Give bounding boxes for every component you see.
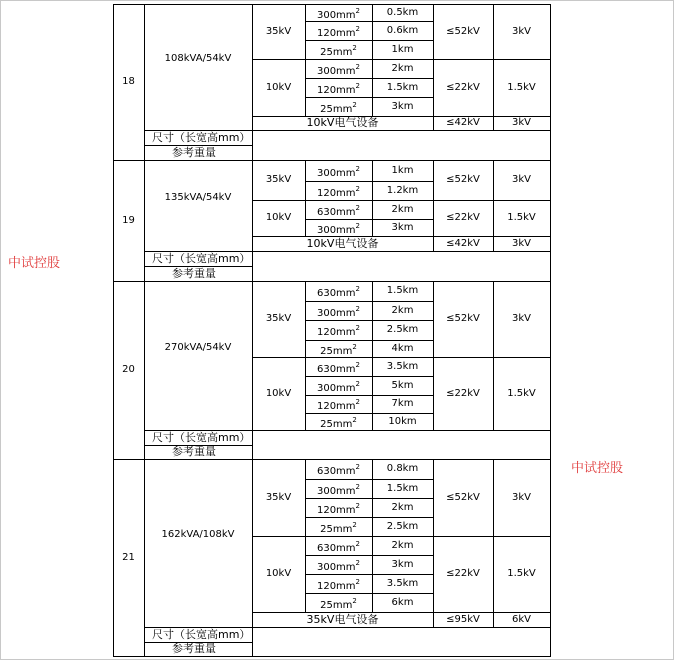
table-rule [550,612,551,628]
table-rule [305,219,434,220]
cable-length: 3km [391,559,414,570]
table-rule [305,479,434,480]
table-rule [305,498,434,499]
cable-section [305,324,372,339]
cable-section-value: 630mm [316,543,356,554]
table-rule [305,574,434,575]
table-rule [252,160,551,161]
cable-section [305,44,372,59]
cable-section [305,463,372,478]
table-rule [252,536,551,537]
cable-length: 0.6km [386,25,419,36]
table-rule [252,4,253,117]
cable-section [305,540,372,555]
cable-section [305,185,372,200]
cable-length: 2km [391,540,414,551]
test-voltage: ≤22kV [446,212,480,223]
table-rule [252,4,551,5]
cable-length: 2km [391,305,414,316]
pd-value: 1.5kV [507,82,536,93]
capacity-cell: 108kVA/54kV [164,53,232,64]
table-rule [252,612,551,613]
table-rule [550,251,551,267]
cable-section [305,82,372,97]
superscript-2: 2 [355,204,361,212]
size-label: 尺寸（长宽高mm） [152,131,251,144]
weight-label: 参考重量 [172,267,216,280]
table-rule [550,642,551,657]
cable-section-value: 300mm [316,168,356,179]
voltage-level: 35kV [265,174,292,185]
cable-length: 7km [391,398,414,409]
cable-section [305,285,372,300]
row-number: 19 [122,215,135,226]
equipment-test-voltage: ≤95kV [446,614,480,625]
cable-length: 1.5km [386,285,419,296]
table-rule [550,266,551,282]
table-rule [305,301,434,302]
weight-label: 参考重量 [172,146,216,159]
table-rule [305,340,434,341]
superscript-2: 2 [355,285,361,293]
row-number: 20 [122,364,135,375]
superscript-2: 2 [355,82,361,90]
cable-section [305,578,372,593]
cable-length: 2km [391,204,414,215]
cable-section [305,101,372,116]
test-voltage: ≤52kV [446,313,480,324]
table-rule [305,78,434,79]
voltage-level: 35kV [265,26,292,37]
cable-section [305,25,372,40]
table-rule [550,445,551,460]
equipment-label: 10kV电气设备 [306,116,379,129]
superscript-2: 2 [355,63,361,71]
superscript-2: 2 [355,222,361,230]
cable-section [305,165,372,180]
superscript-2: 2 [355,398,361,406]
cable-section [305,398,372,413]
table-rule [305,97,434,98]
cable-length: 3km [391,222,414,233]
cable-section-value: 300mm [316,66,356,77]
test-voltage: ≤22kV [446,388,480,399]
table-rule [252,160,253,237]
table-rule [550,430,551,446]
row-number: 21 [122,552,135,563]
cable-length: 6km [391,597,414,608]
equipment-pd: 3kV [512,238,531,249]
cable-section-value: 120mm [316,505,356,516]
table-rule [252,430,551,431]
cable-section-value: 630mm [316,466,356,477]
table-rule [550,145,551,161]
cable-section-value: 25mm [320,600,353,611]
size-label: 尺寸（长宽高mm） [152,252,251,265]
cable-section-value: 25mm [320,524,353,535]
equipment-test-voltage: ≤42kV [446,238,480,249]
cable-section-value: 25mm [320,346,353,357]
cable-section-value: 120mm [316,28,356,39]
table-rule [252,459,551,460]
cable-length: 3km [391,101,414,112]
cable-section-value: 120mm [316,188,356,199]
cable-section-value: 300mm [316,10,356,21]
cable-section [305,222,372,237]
pd-value: 1.5kV [507,388,536,399]
table-rule [550,236,551,252]
superscript-2: 2 [355,165,361,173]
table-rule [550,116,551,131]
table-rule [550,130,551,146]
table-rule [252,200,551,201]
table-rule [550,4,551,117]
table-rule [305,413,434,414]
superscript-2: 2 [355,559,361,567]
superscript-2: 2 [352,343,357,351]
voltage-level: 35kV [265,492,292,503]
cable-length: 3.5km [386,578,419,589]
cable-section-value: 630mm [316,288,356,299]
size-label: 尺寸（长宽高mm） [152,431,251,444]
test-voltage: ≤52kV [446,492,480,503]
table-rule [252,281,551,282]
superscript-2: 2 [355,25,361,33]
size-label: 尺寸（长宽高mm） [152,628,251,641]
cable-length: 10km [388,416,417,427]
pd-value: 3kV [512,313,531,324]
pd-value: 1.5kV [507,568,536,579]
superscript-2: 2 [355,502,361,510]
equipment-pd: 3kV [512,117,531,128]
cable-section-value: 120mm [316,581,356,592]
cable-length: 2.5km [386,521,419,532]
cable-section [305,305,372,320]
superscript-2: 2 [355,578,361,586]
cable-length: 1km [391,44,414,55]
equipment-pd: 6kV [512,614,531,625]
test-voltage: ≤22kV [446,568,480,579]
superscript-2: 2 [352,521,357,529]
table-rule [144,4,145,657]
cable-length: 3.5km [386,361,419,372]
voltage-level: 10kV [265,388,292,399]
weight-label: 参考重量 [172,445,216,458]
cable-section [305,361,372,376]
table-rule [550,281,551,431]
test-voltage: ≤22kV [446,82,480,93]
table-rule [252,236,551,237]
table-rule [252,357,551,358]
superscript-2: 2 [355,185,361,193]
equipment-label: 35kV电气设备 [306,613,379,626]
row-number: 18 [122,76,135,87]
cable-length: 0.8km [386,463,419,474]
cable-length: 0.5km [386,7,419,18]
table-rule [305,21,434,22]
table-rule [305,593,434,594]
cable-section-value: 120mm [316,85,356,96]
cable-length: 1.5km [386,483,419,494]
table-rule [252,251,551,252]
cable-section-value: 25mm [320,419,353,430]
table-rule [252,281,253,431]
cable-length: 1.5km [386,82,419,93]
pd-value: 3kV [512,174,531,185]
table-rule [305,395,434,396]
table-rule [550,627,551,643]
table-rule [305,40,434,41]
cable-section-value: 120mm [316,401,356,412]
cable-section [305,483,372,498]
superscript-2: 2 [355,483,361,491]
cable-section-value: 630mm [316,364,356,375]
cable-section [305,559,372,574]
capacity-cell: 135kVA/54kV [164,192,232,203]
table-rule [305,181,434,182]
table-rule [550,160,551,237]
cable-section [305,597,372,612]
cable-section [305,204,372,219]
cable-section-value: 300mm [316,562,356,573]
table-rule [252,59,551,60]
voltage-level: 35kV [265,313,292,324]
cable-section [305,380,372,395]
cable-section-value: 300mm [316,383,356,394]
superscript-2: 2 [355,380,361,388]
test-voltage: ≤52kV [446,174,480,185]
cable-section-value: 300mm [316,486,356,497]
pd-value: 3kV [512,26,531,37]
cable-length: 4km [391,343,414,354]
voltage-level: 10kV [265,212,292,223]
capacity-cell: 270kVA/54kV [164,342,232,353]
table-rule [252,130,551,131]
watermark-right: 中试控股 [571,461,624,476]
table-rule [305,376,434,377]
superscript-2: 2 [355,7,361,15]
superscript-2: 2 [352,101,357,109]
pd-value: 3kV [512,492,531,503]
superscript-2: 2 [352,597,357,605]
voltage-level: 10kV [265,82,292,93]
superscript-2: 2 [355,463,361,471]
equipment-label: 10kV电气设备 [306,237,379,250]
cable-section-value: 300mm [316,308,356,319]
cable-length: 2km [391,63,414,74]
cable-length: 2km [391,502,414,513]
watermark-left: 中试控股 [8,256,61,271]
cable-length: 1km [391,165,414,176]
table-rule [305,320,434,321]
cable-section [305,63,372,78]
cable-length: 2.5km [386,324,419,335]
cable-section [305,502,372,517]
equipment-test-voltage: ≤42kV [446,117,480,128]
test-voltage: ≤52kV [446,26,480,37]
superscript-2: 2 [355,361,361,369]
table-rule [305,555,434,556]
cable-section-value: 120mm [316,327,356,338]
cable-section-value: 25mm [320,104,353,115]
superscript-2: 2 [355,324,361,332]
cable-section-value: 25mm [320,47,353,58]
table-rule [305,517,434,518]
superscript-2: 2 [352,416,357,424]
cable-section [305,521,372,536]
voltage-level: 10kV [265,568,292,579]
superscript-2: 2 [355,540,361,548]
cable-section-value: 630mm [316,207,356,218]
capacity-cell: 162kVA/108kV [161,529,235,540]
cable-length: 5km [391,380,414,391]
table-rule [252,627,551,628]
cable-length: 1.2km [386,185,419,196]
pd-value: 1.5kV [507,212,536,223]
table-rule [113,656,551,657]
cable-section-value: 300mm [316,225,356,236]
weight-label: 参考重量 [172,642,216,655]
superscript-2: 2 [352,44,357,52]
superscript-2: 2 [355,305,361,313]
